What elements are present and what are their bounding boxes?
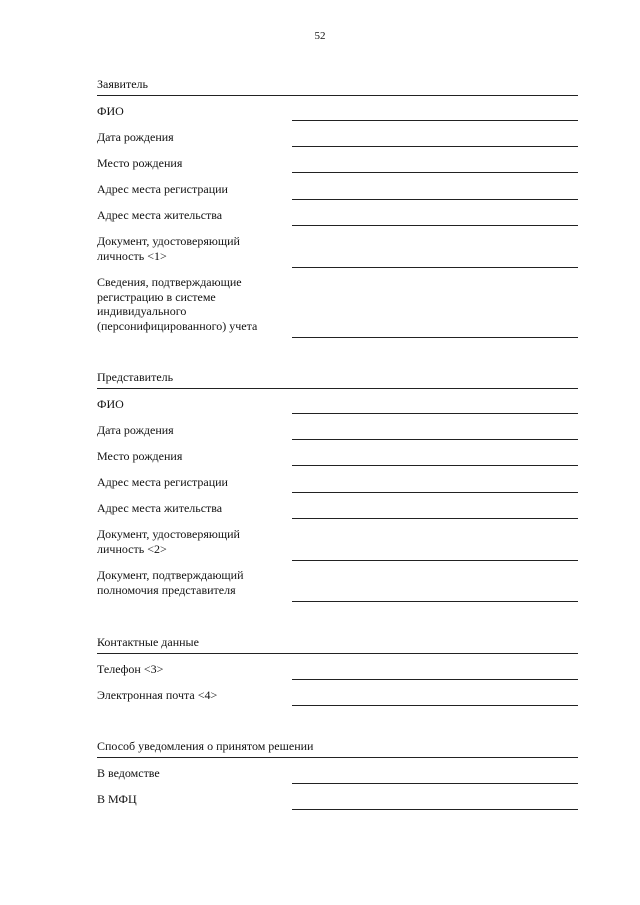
- field-label: Электронная почта <4>: [97, 688, 218, 702]
- field-label: Место рождения: [97, 156, 183, 170]
- fill-line[interactable]: [292, 518, 578, 519]
- field-label: Документ, удостоверяющий личность <1>: [97, 234, 240, 263]
- section-title-contacts: Контактные данные: [97, 634, 578, 654]
- fill-line[interactable]: [292, 146, 578, 147]
- contacts-section: [97, 634, 578, 708]
- field-label: Телефон <3>: [97, 662, 164, 676]
- section-title-notification: Способ уведомления о принятом решении: [97, 738, 578, 758]
- fill-line[interactable]: [292, 679, 578, 680]
- fill-line[interactable]: [292, 337, 578, 338]
- fill-line[interactable]: [292, 172, 578, 173]
- fill-line[interactable]: [292, 267, 578, 268]
- fill-line[interactable]: [292, 413, 578, 414]
- fill-line[interactable]: [292, 465, 578, 466]
- field-label: Дата рождения: [97, 130, 174, 144]
- applicant-section: [97, 76, 578, 341]
- representative-section: [97, 369, 578, 605]
- fill-line[interactable]: [292, 225, 578, 226]
- field-label: В МФЦ: [97, 792, 137, 806]
- field-label: Адрес места жительства: [97, 501, 223, 515]
- field-label: ФИО: [97, 104, 124, 118]
- fill-line[interactable]: [292, 120, 578, 121]
- fill-line[interactable]: [292, 809, 578, 810]
- field-label: Дата рождения: [97, 423, 174, 437]
- field-label: В ведомстве: [97, 766, 160, 780]
- field-label: Место рождения: [97, 449, 183, 463]
- notification-section: [97, 738, 578, 812]
- fill-line[interactable]: [292, 705, 578, 706]
- field-label: Адрес места жительства: [97, 208, 223, 222]
- field-label: Документ, удостоверяющий личность <2>: [97, 527, 240, 556]
- fill-line[interactable]: [292, 560, 578, 561]
- field-label: Сведения, подтверждающие регистрацию в системе индивидуального (персонифицированного) учета: [97, 275, 258, 333]
- fill-line[interactable]: [292, 199, 578, 200]
- page-number: 52: [314, 30, 326, 42]
- fill-line[interactable]: [292, 601, 578, 602]
- section-title-representative: Представитель: [97, 369, 578, 389]
- fill-line[interactable]: [292, 439, 578, 440]
- fill-line[interactable]: [292, 783, 578, 784]
- fill-line[interactable]: [292, 492, 578, 493]
- field-label: Документ, подтверждающий полномочия представителя: [97, 568, 244, 597]
- section-title-applicant: Заявитель: [97, 76, 578, 96]
- field-label: Адрес места регистрации: [97, 475, 228, 489]
- field-label: ФИО: [97, 397, 124, 411]
- field-label: Адрес места регистрации: [97, 182, 228, 196]
